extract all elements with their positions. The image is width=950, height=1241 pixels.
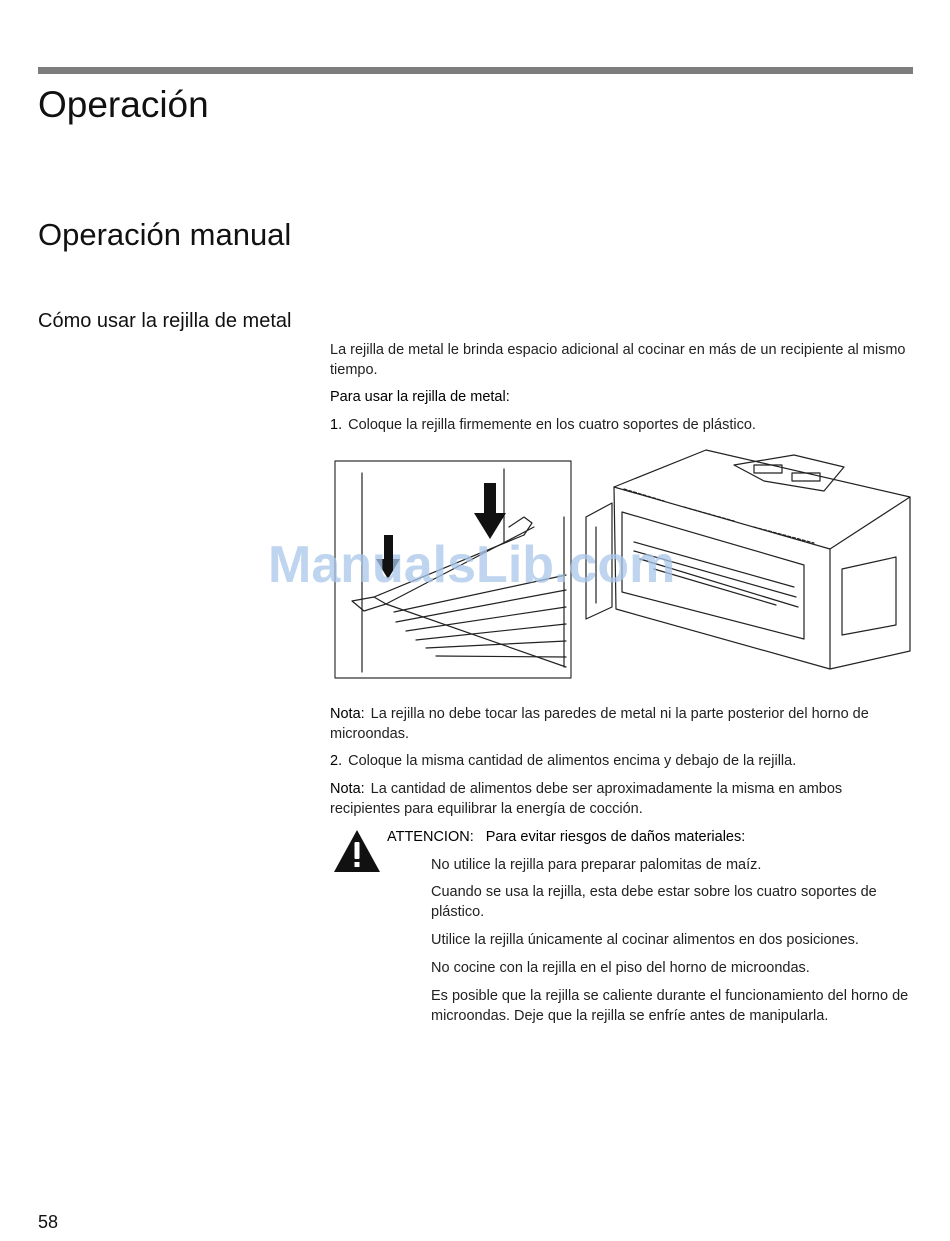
subsection-title: Cómo usar la rejilla de metal: [38, 310, 292, 332]
step-text: Coloque la misma cantidad de alimentos encima y debajo de la rejilla.: [348, 753, 797, 769]
step-1: [330, 416, 915, 436]
caution-title: Para evitar riesgos de daños materiales:: [485, 829, 746, 845]
note-text: La cantidad de alimentos debe ser aproximadamente la misma en ambos recipientes para equilibrar la energía de cocción.: [330, 781, 843, 817]
page-title: Operación: [38, 84, 209, 125]
caution-item: Cuando se usa la rejilla, esta debe estar sobre los cuatro soportes de plástico.: [431, 884, 877, 920]
step-text: Coloque la rejilla firmemente en los cuatro soportes de plástico.: [348, 417, 756, 433]
note-text: La rejilla no debe tocar las paredes de metal ni la parte posterior del horno de microondas.: [330, 706, 869, 742]
caution-heading: [387, 828, 745, 848]
page-number: 58: [38, 1212, 59, 1232]
top-rule: [38, 67, 913, 74]
warning-triangle-icon: [333, 828, 381, 873]
note-1: [330, 705, 915, 744]
caution-item: Es posible que la rejilla se caliente durante el funcionamiento del horno de microondas. Deje que la rejilla se enfríe antes de manipularla.: [431, 988, 909, 1024]
intro-paragraph: La rejilla de metal le brinda espacio adicional al cocinar en más de un recipiente al mismo tiempo.: [330, 342, 906, 378]
caution-item: No utilice la rejilla para preparar palomitas de maíz.: [431, 857, 762, 873]
step-2: [330, 752, 915, 772]
section-title: Operación manual: [38, 217, 292, 252]
caution-item: No cocine con la rejilla en el piso del horno de microondas.: [431, 960, 810, 976]
step-number: 1.: [330, 417, 343, 433]
note-label: Nota:: [330, 706, 365, 722]
step-number: 2.: [330, 753, 343, 769]
note-2: [330, 780, 915, 819]
watermark: ManualsLib.com: [268, 536, 676, 594]
note-label: Nota:: [330, 781, 365, 797]
caution-label: ATTENCION:: [387, 829, 474, 845]
caution-item: Utilice la rejilla únicamente al cocinar alimentos en dos posiciones.: [431, 932, 859, 948]
steps-heading: Para usar la rejilla de metal:: [330, 389, 510, 405]
